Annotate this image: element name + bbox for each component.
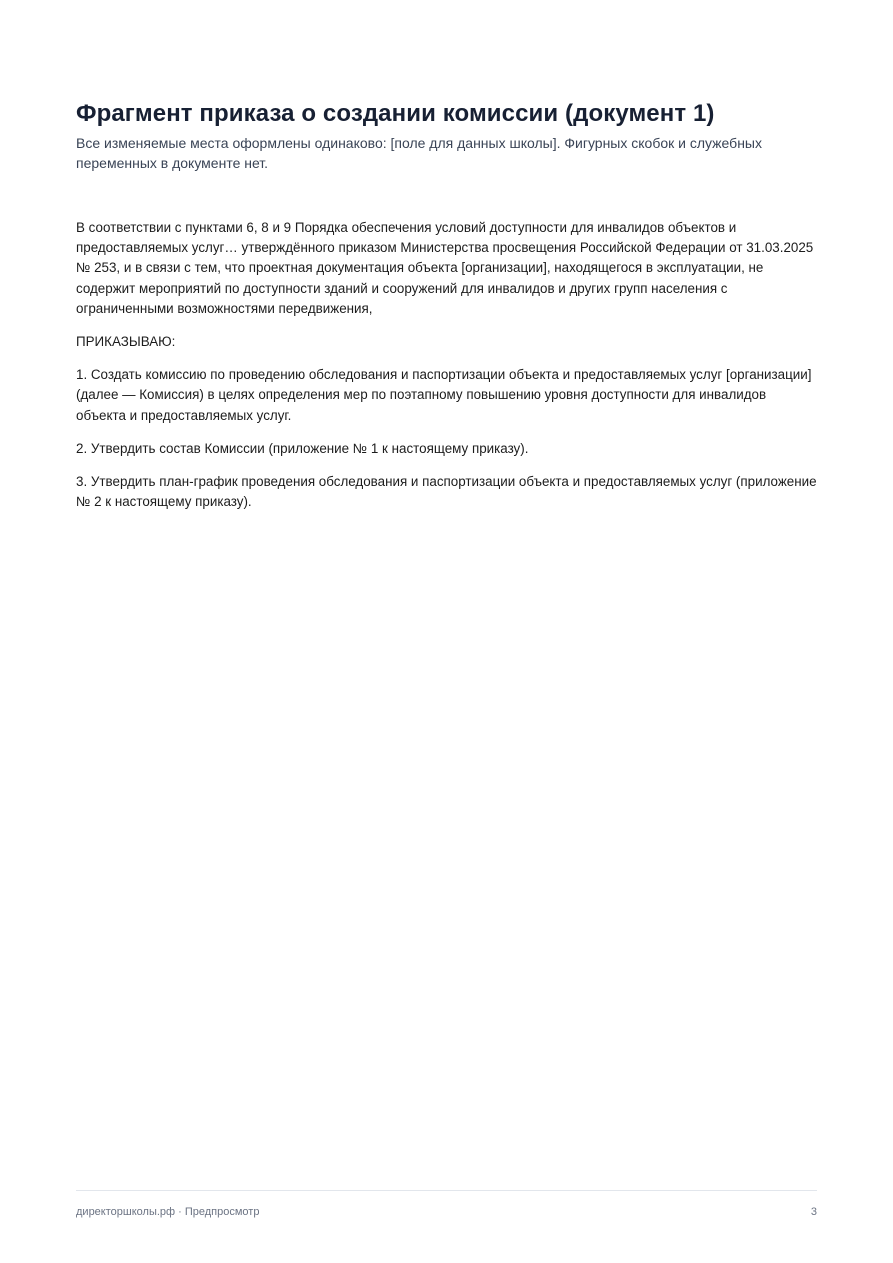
footer-site-label: директоршколы.рф · Предпросмотр <box>76 1206 260 1218</box>
footer-page-number: 3 <box>810 1206 817 1218</box>
footer-divider <box>76 1190 817 1191</box>
order-item-2: 2. Утвердить состав Комиссии (приложение № 1 к настоящему приказу). <box>76 440 529 456</box>
order-item-3: 3. Утвердить план-график проведения обследования и паспортизации объекта и предоставляемых услуг (приложение № 2 к настоящему приказу). <box>76 474 817 510</box>
document-page <box>76 0 817 1263</box>
preamble-paragraph: В соответствии с пунктами 6, 8 и 9 Порядка обеспечения условий доступности для инвалидов объектов и предоставляемых услуг… утверждённого приказом Министерства просвещения Российской Федерации от 31.03.2025 № 253, и в связи с тем, что проектная документация объекта [организации], находящегося в эксплуатации, не содержит мероприятий по доступности зданий и сооружений для инвалидов и других групп населения с ограниченными возможностями передвижения, <box>76 220 814 316</box>
order-word: ПРИКАЗЫВАЮ: <box>76 334 176 350</box>
document-subtitle: Все изменяемые места оформлены одинаково: [поле для данных школы]. Фигурных скобок и служебных переменных в документе нет. <box>76 135 762 171</box>
document-title: Фрагмент приказа о создании комиссии (документ 1) <box>76 100 715 127</box>
order-item-1: 1. Создать комиссию по проведению обследования и паспортизации объекта и предоставляемых услуг [организации] (далее — Комиссия) в целях определения мер по поэтапному повышению уровня доступности для инвалидов объекта и предоставляемых услуг. <box>76 367 812 423</box>
document-body <box>76 218 817 525</box>
